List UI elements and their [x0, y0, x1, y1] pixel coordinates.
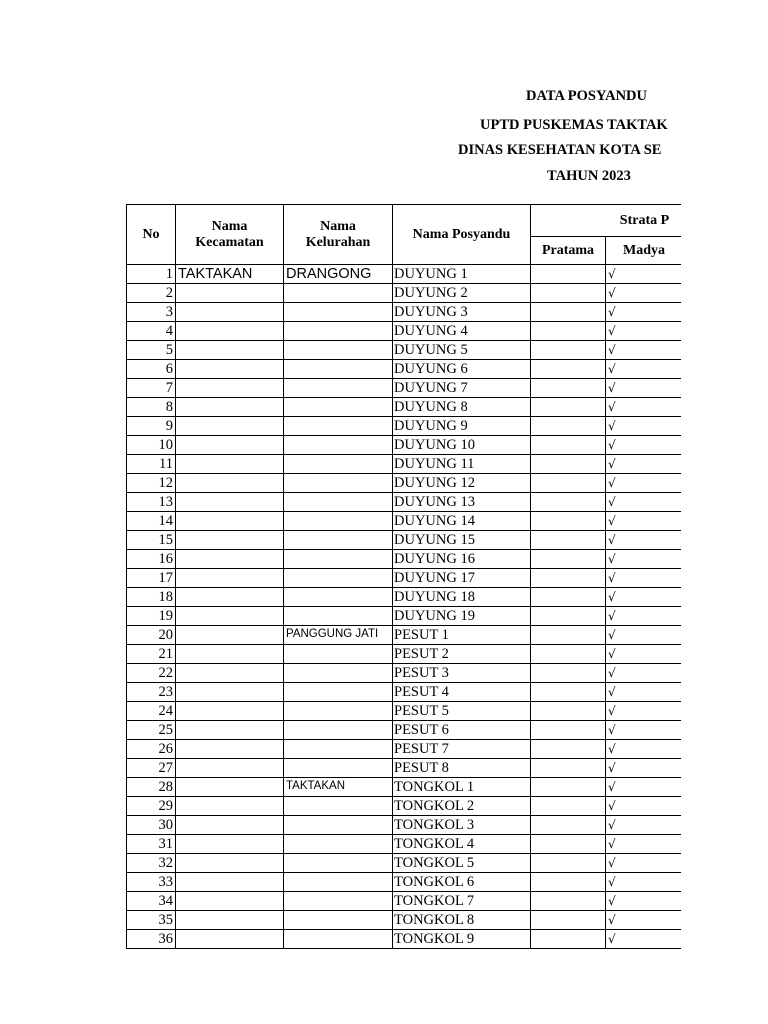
cell-no: 13 — [127, 493, 176, 512]
cell-no: 2 — [127, 284, 176, 303]
cell-kelurahan — [284, 417, 393, 436]
cell-kelurahan — [284, 873, 393, 892]
cell-kecamatan — [176, 892, 284, 911]
cell-posyandu: DUYUNG 13 — [393, 493, 531, 512]
cell-madya: √ — [606, 778, 682, 797]
table-row — [127, 265, 682, 284]
cell-no: 20 — [127, 626, 176, 645]
cell-no: 17 — [127, 569, 176, 588]
cell-madya: √ — [606, 721, 682, 740]
cell-kelurahan — [284, 398, 393, 417]
cell-kelurahan — [284, 493, 393, 512]
table-row — [127, 721, 682, 740]
cell-madya: √ — [606, 341, 682, 360]
cell-no: 19 — [127, 607, 176, 626]
cell-kecamatan — [176, 835, 284, 854]
table-row — [127, 911, 682, 930]
cell-madya: √ — [606, 683, 682, 702]
table-row — [127, 360, 682, 379]
cell-posyandu: DUYUNG 14 — [393, 512, 531, 531]
cell-no: 6 — [127, 360, 176, 379]
cell-no: 21 — [127, 645, 176, 664]
cell-posyandu: DUYUNG 5 — [393, 341, 531, 360]
table-row — [127, 512, 682, 531]
cell-posyandu: PESUT 8 — [393, 759, 531, 778]
table-row — [127, 759, 682, 778]
cell-kecamatan — [176, 436, 284, 455]
cell-kecamatan — [176, 550, 284, 569]
cell-pratama — [531, 721, 606, 740]
cell-kelurahan — [284, 759, 393, 778]
cell-no: 15 — [127, 531, 176, 550]
cell-pratama — [531, 816, 606, 835]
cell-kecamatan — [176, 588, 284, 607]
cell-posyandu: PESUT 5 — [393, 702, 531, 721]
table-row — [127, 550, 682, 569]
cell-pratama — [531, 512, 606, 531]
cell-kecamatan — [176, 816, 284, 835]
col-header-pratama: Pratama — [531, 237, 606, 265]
cell-kecamatan — [176, 664, 284, 683]
cell-madya: √ — [606, 436, 682, 455]
cell-kecamatan — [176, 930, 284, 949]
cell-posyandu: DUYUNG 15 — [393, 531, 531, 550]
cell-no: 12 — [127, 474, 176, 493]
cell-no: 1 — [127, 265, 176, 284]
table-row — [127, 436, 682, 455]
cell-posyandu: DUYUNG 4 — [393, 322, 531, 341]
cell-no: 24 — [127, 702, 176, 721]
cell-kecamatan — [176, 322, 284, 341]
cell-kelurahan — [284, 797, 393, 816]
cell-kelurahan — [284, 911, 393, 930]
cell-no: 4 — [127, 322, 176, 341]
cell-no: 5 — [127, 341, 176, 360]
cell-kelurahan — [284, 892, 393, 911]
cell-madya: √ — [606, 607, 682, 626]
cell-posyandu: DUYUNG 12 — [393, 474, 531, 493]
cell-posyandu: TONGKOL 4 — [393, 835, 531, 854]
cell-madya: √ — [606, 854, 682, 873]
cell-kecamatan — [176, 854, 284, 873]
cell-kecamatan — [176, 702, 284, 721]
cell-pratama — [531, 930, 606, 949]
cell-kelurahan — [284, 588, 393, 607]
cell-kecamatan — [176, 360, 284, 379]
cell-pratama — [531, 626, 606, 645]
cell-pratama — [531, 607, 606, 626]
cell-madya: √ — [606, 588, 682, 607]
cell-pratama — [531, 797, 606, 816]
cell-madya: √ — [606, 816, 682, 835]
cell-madya: √ — [606, 892, 682, 911]
cell-posyandu: DUYUNG 2 — [393, 284, 531, 303]
cell-kelurahan — [284, 721, 393, 740]
table-row — [127, 493, 682, 512]
cell-kelurahan — [284, 341, 393, 360]
cell-madya: √ — [606, 645, 682, 664]
cell-kelurahan — [284, 379, 393, 398]
cell-posyandu: TONGKOL 8 — [393, 911, 531, 930]
cell-kelurahan — [284, 360, 393, 379]
cell-kecamatan — [176, 531, 284, 550]
cell-kelurahan — [284, 322, 393, 341]
cell-no: 33 — [127, 873, 176, 892]
cell-kelurahan — [284, 664, 393, 683]
cell-posyandu: DUYUNG 10 — [393, 436, 531, 455]
cell-posyandu: PESUT 2 — [393, 645, 531, 664]
cell-posyandu: PESUT 7 — [393, 740, 531, 759]
cell-posyandu: TONGKOL 5 — [393, 854, 531, 873]
table-row — [127, 474, 682, 493]
cell-posyandu: PESUT 6 — [393, 721, 531, 740]
table-row — [127, 322, 682, 341]
cell-kelurahan — [284, 436, 393, 455]
table-row — [127, 797, 682, 816]
cell-kelurahan: PANGGUNG JATI — [284, 626, 393, 645]
cell-madya: √ — [606, 759, 682, 778]
cell-kelurahan — [284, 455, 393, 474]
cell-no: 3 — [127, 303, 176, 322]
cell-madya: √ — [606, 873, 682, 892]
table-row — [127, 740, 682, 759]
cell-madya: √ — [606, 493, 682, 512]
cell-pratama — [531, 740, 606, 759]
cell-pratama — [531, 664, 606, 683]
cell-no: 28 — [127, 778, 176, 797]
cell-kecamatan — [176, 455, 284, 474]
cell-posyandu: PESUT 1 — [393, 626, 531, 645]
cell-kelurahan — [284, 740, 393, 759]
table-row — [127, 892, 682, 911]
cell-no: 27 — [127, 759, 176, 778]
cell-pratama — [531, 702, 606, 721]
cell-pratama — [531, 379, 606, 398]
cell-kelurahan — [284, 284, 393, 303]
cell-kecamatan — [176, 797, 284, 816]
cell-pratama — [531, 645, 606, 664]
cell-kelurahan — [284, 816, 393, 835]
cell-kecamatan — [176, 778, 284, 797]
cell-pratama — [531, 398, 606, 417]
cell-no: 18 — [127, 588, 176, 607]
cell-kelurahan: TAKTAKAN — [284, 778, 393, 797]
cell-kelurahan — [284, 702, 393, 721]
cell-no: 31 — [127, 835, 176, 854]
cell-posyandu: TONGKOL 9 — [393, 930, 531, 949]
cell-madya: √ — [606, 569, 682, 588]
cell-pratama — [531, 588, 606, 607]
cell-posyandu: PESUT 3 — [393, 664, 531, 683]
cell-posyandu: DUYUNG 6 — [393, 360, 531, 379]
cell-posyandu: TONGKOL 6 — [393, 873, 531, 892]
col-header-posyandu: Nama Posyandu — [393, 205, 531, 265]
cell-madya: √ — [606, 797, 682, 816]
cell-kecamatan — [176, 911, 284, 930]
col-header-strata — [531, 205, 682, 237]
cell-no: 22 — [127, 664, 176, 683]
cell-pratama — [531, 550, 606, 569]
cell-madya: √ — [606, 398, 682, 417]
cell-kecamatan — [176, 341, 284, 360]
cell-pratama — [531, 417, 606, 436]
cell-kelurahan — [284, 512, 393, 531]
cell-posyandu: DUYUNG 16 — [393, 550, 531, 569]
cell-pratama — [531, 854, 606, 873]
cell-kecamatan — [176, 417, 284, 436]
cell-pratama — [531, 531, 606, 550]
cell-no: 8 — [127, 398, 176, 417]
cell-pratama — [531, 474, 606, 493]
cell-madya: √ — [606, 474, 682, 493]
cell-pratama — [531, 683, 606, 702]
cell-kelurahan — [284, 645, 393, 664]
cell-no: 16 — [127, 550, 176, 569]
table-row — [127, 854, 682, 873]
table-row — [127, 626, 682, 645]
cell-no: 10 — [127, 436, 176, 455]
cell-no: 36 — [127, 930, 176, 949]
cell-kecamatan — [176, 284, 284, 303]
table-row — [127, 303, 682, 322]
cell-no: 29 — [127, 797, 176, 816]
cell-kelurahan — [284, 607, 393, 626]
cell-madya: √ — [606, 455, 682, 474]
cell-posyandu: DUYUNG 19 — [393, 607, 531, 626]
cell-pratama — [531, 436, 606, 455]
cell-no: 34 — [127, 892, 176, 911]
cell-no: 25 — [127, 721, 176, 740]
table-row — [127, 569, 682, 588]
cell-pratama — [531, 322, 606, 341]
table-row — [127, 284, 682, 303]
col-header-madya: Madya — [606, 237, 682, 265]
cell-kecamatan — [176, 379, 284, 398]
table-row — [127, 816, 682, 835]
cell-pratama — [531, 284, 606, 303]
cell-pratama — [531, 892, 606, 911]
cell-pratama — [531, 778, 606, 797]
table-row — [127, 588, 682, 607]
table-row — [127, 341, 682, 360]
cell-madya: √ — [606, 417, 682, 436]
posyandu-table — [126, 204, 681, 949]
cell-pratama — [531, 569, 606, 588]
cell-madya: √ — [606, 664, 682, 683]
cell-posyandu: TONGKOL 3 — [393, 816, 531, 835]
cell-madya: √ — [606, 911, 682, 930]
cell-madya: √ — [606, 512, 682, 531]
cell-madya: √ — [606, 303, 682, 322]
table-row — [127, 645, 682, 664]
cell-kelurahan — [284, 550, 393, 569]
doc-title: DATA POSYANDU — [526, 88, 647, 104]
cell-pratama — [531, 835, 606, 854]
cell-no: 11 — [127, 455, 176, 474]
table-row — [127, 531, 682, 550]
table-row — [127, 455, 682, 474]
cell-madya: √ — [606, 360, 682, 379]
doc-subtitle-dinas: DINAS KESEHATAN KOTA SE — [458, 142, 662, 158]
cell-kecamatan — [176, 645, 284, 664]
table-row — [127, 379, 682, 398]
cell-kecamatan — [176, 721, 284, 740]
cell-kecamatan — [176, 569, 284, 588]
table-row — [127, 417, 682, 436]
cell-kecamatan — [176, 398, 284, 417]
cell-no: 7 — [127, 379, 176, 398]
cell-posyandu: DUYUNG 17 — [393, 569, 531, 588]
cell-madya: √ — [606, 930, 682, 949]
col-header-kelurahan: Nama Kelurahan — [284, 205, 393, 265]
cell-kelurahan — [284, 854, 393, 873]
cell-pratama — [531, 455, 606, 474]
cell-no: 26 — [127, 740, 176, 759]
cell-pratama — [531, 911, 606, 930]
cell-posyandu: DUYUNG 1 — [393, 265, 531, 284]
cell-no: 23 — [127, 683, 176, 702]
cell-pratama — [531, 873, 606, 892]
cell-kelurahan — [284, 569, 393, 588]
cell-posyandu: DUYUNG 7 — [393, 379, 531, 398]
cell-posyandu: DUYUNG 11 — [393, 455, 531, 474]
cell-pratama — [531, 265, 606, 284]
cell-posyandu: TONGKOL 2 — [393, 797, 531, 816]
cell-kelurahan — [284, 683, 393, 702]
cell-kecamatan — [176, 607, 284, 626]
table-body — [127, 265, 682, 949]
cell-kelurahan: DRANGONG — [284, 265, 393, 284]
col-header-no: No — [127, 205, 176, 265]
cell-posyandu: DUYUNG 3 — [393, 303, 531, 322]
cell-posyandu: TONGKOL 1 — [393, 778, 531, 797]
cell-no: 9 — [127, 417, 176, 436]
cell-kecamatan — [176, 474, 284, 493]
table-row — [127, 664, 682, 683]
cell-pratama — [531, 759, 606, 778]
cell-kecamatan — [176, 512, 284, 531]
cell-kelurahan — [284, 531, 393, 550]
cell-kecamatan — [176, 303, 284, 322]
cell-posyandu: PESUT 4 — [393, 683, 531, 702]
cell-pratama — [531, 493, 606, 512]
cell-posyandu: TONGKOL 7 — [393, 892, 531, 911]
table-row — [127, 607, 682, 626]
cell-kelurahan — [284, 835, 393, 854]
cell-kecamatan: TAKTAKAN — [176, 265, 284, 284]
cell-pratama — [531, 303, 606, 322]
table-row — [127, 930, 682, 949]
cell-kelurahan — [284, 930, 393, 949]
cell-kecamatan — [176, 493, 284, 512]
cell-kecamatan — [176, 873, 284, 892]
table-row — [127, 398, 682, 417]
cell-kecamatan — [176, 626, 284, 645]
table-row — [127, 873, 682, 892]
table-row — [127, 778, 682, 797]
cell-madya: √ — [606, 531, 682, 550]
cell-posyandu: DUYUNG 18 — [393, 588, 531, 607]
cell-no: 30 — [127, 816, 176, 835]
cell-kelurahan — [284, 474, 393, 493]
cell-no: 14 — [127, 512, 176, 531]
cell-pratama — [531, 360, 606, 379]
cell-madya: √ — [606, 322, 682, 341]
cell-madya: √ — [606, 702, 682, 721]
cell-madya: √ — [606, 740, 682, 759]
cell-kelurahan — [284, 303, 393, 322]
cell-madya: √ — [606, 284, 682, 303]
cell-kecamatan — [176, 759, 284, 778]
cell-posyandu: DUYUNG 9 — [393, 417, 531, 436]
table-row — [127, 702, 682, 721]
cell-madya: √ — [606, 379, 682, 398]
table-row — [127, 835, 682, 854]
cell-madya: √ — [606, 265, 682, 284]
cell-madya: √ — [606, 835, 682, 854]
col-header-kecamatan: Nama Kecamatan — [176, 205, 284, 265]
table-row — [127, 683, 682, 702]
cell-no: 35 — [127, 911, 176, 930]
doc-subtitle-year: TAHUN 2023 — [547, 168, 631, 184]
cell-madya: √ — [606, 626, 682, 645]
cell-madya: √ — [606, 550, 682, 569]
strata-label: Strata P — [619, 212, 670, 228]
cell-kecamatan — [176, 683, 284, 702]
cell-no: 32 — [127, 854, 176, 873]
doc-subtitle-puskesmas: UPTD PUSKEMAS TAKTAK — [480, 117, 668, 133]
cell-kecamatan — [176, 740, 284, 759]
cell-pratama — [531, 341, 606, 360]
cell-posyandu: DUYUNG 8 — [393, 398, 531, 417]
